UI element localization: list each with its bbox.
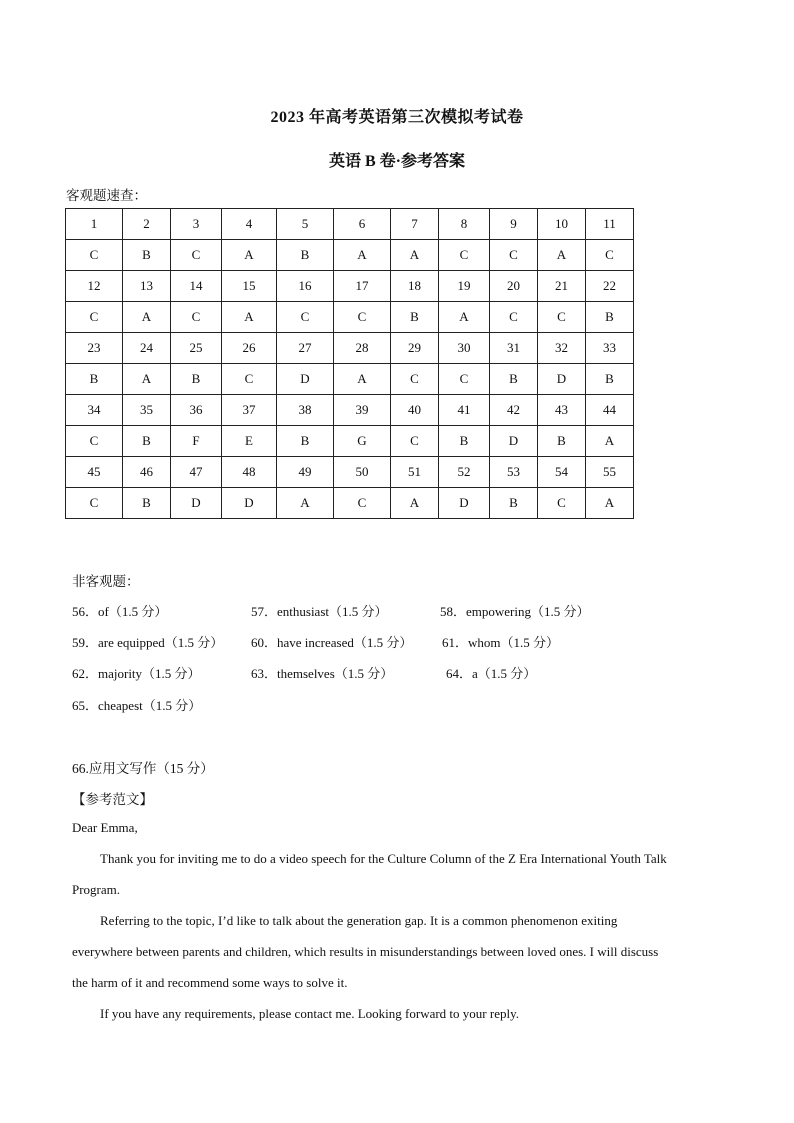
answer-key-cell: B [277, 426, 334, 457]
question-number-cell: 16 [277, 271, 334, 302]
answer-key-cell: C [586, 240, 634, 271]
essay-greeting: Dear Emma, [72, 820, 138, 835]
answer-key-cell: B [391, 302, 439, 333]
question-number-cell: 4 [222, 209, 277, 240]
reference-essay-label: 【参考范文】 [72, 792, 153, 807]
question-number-cell: 2 [123, 209, 171, 240]
question-number-cell: 53 [490, 457, 538, 488]
question-number-cell: 34 [66, 395, 123, 426]
answer-key-cell: A [222, 240, 277, 271]
fill-answer-64: 64．a（1.5 分） [446, 666, 537, 681]
answer-key-cell: C [277, 302, 334, 333]
answer-key-cell: A [439, 302, 490, 333]
answer-key-row [66, 364, 634, 395]
question-number-cell: 42 [490, 395, 538, 426]
answer-key-cell: C [334, 302, 391, 333]
answer-key-cell: D [171, 488, 222, 519]
question-number-cell: 15 [222, 271, 277, 302]
question-number-cell: 30 [439, 333, 490, 364]
question-number-cell: 7 [391, 209, 439, 240]
answer-key-cell: A [277, 488, 334, 519]
question-number-cell: 31 [490, 333, 538, 364]
essay-paragraph-2: Referring to the topic, I’d like to talk about the generation gap. It is a common phenomenon exiting everywhere between parents and children, which results in misunderstandings between loved ones. I will discuss the harm of it and recommend some ways to solve it. [72, 913, 659, 990]
question-number-cell: 51 [391, 457, 439, 488]
question-number-cell: 48 [222, 457, 277, 488]
question-number-cell: 46 [123, 457, 171, 488]
answer-key-cell: A [391, 240, 439, 271]
question-number-cell: 26 [222, 333, 277, 364]
question-number-cell: 35 [123, 395, 171, 426]
question-number-cell: 17 [334, 271, 391, 302]
question-number-cell: 28 [334, 333, 391, 364]
question-number-cell: 33 [586, 333, 634, 364]
fill-answer-60: 60．have increased（1.5 分） [251, 635, 413, 650]
answer-key-cell: C [66, 240, 123, 271]
answer-key-cell: B [123, 488, 171, 519]
question-number-row [66, 395, 634, 426]
page-title: 2023 年高考英语第三次模拟考试卷 [270, 109, 524, 126]
answer-key-cell: C [490, 240, 538, 271]
fill-answer-57: 57．enthusiast（1.5 分） [251, 604, 388, 619]
fill-answer-59: 59．are equipped（1.5 分） [72, 635, 224, 650]
answer-key-cell: B [490, 488, 538, 519]
fill-answer-61: 61．whom（1.5 分） [442, 635, 560, 650]
answer-key-cell: C [490, 302, 538, 333]
answer-key-cell: A [538, 240, 586, 271]
question-number-cell: 37 [222, 395, 277, 426]
question-number-cell: 32 [538, 333, 586, 364]
answer-key-cell: E [222, 426, 277, 457]
question-number-cell: 55 [586, 457, 634, 488]
reference-essay [72, 812, 672, 1029]
answer-key-cell: B [123, 426, 171, 457]
answer-key-cell: A [334, 364, 391, 395]
question-number-cell: 38 [277, 395, 334, 426]
answer-key-cell: G [334, 426, 391, 457]
answer-key-cell: A [586, 488, 634, 519]
answer-key-cell: C [334, 488, 391, 519]
question-number-cell: 36 [171, 395, 222, 426]
page-subtitle: 英语 B 卷·参考答案 [328, 153, 465, 170]
question-number-cell: 6 [334, 209, 391, 240]
answer-key-cell: B [123, 240, 171, 271]
answer-key-cell: C [538, 302, 586, 333]
objective-section-label: 客观题速查： [66, 188, 147, 203]
question-number-cell: 24 [123, 333, 171, 364]
answer-key-cell: C [439, 364, 490, 395]
answer-key-row [66, 488, 634, 519]
question-number-row [66, 333, 634, 364]
answer-key-cell: A [123, 364, 171, 395]
question-number-cell: 12 [66, 271, 123, 302]
question-number-cell: 23 [66, 333, 123, 364]
answer-key-cell: C [222, 364, 277, 395]
question-number-cell: 22 [586, 271, 634, 302]
question-number-row [66, 457, 634, 488]
question-number-cell: 40 [391, 395, 439, 426]
question-number-cell: 49 [277, 457, 334, 488]
subjective-section-label: 非客观题： [72, 574, 140, 589]
question-number-row [66, 209, 634, 240]
answer-key-cell: D [277, 364, 334, 395]
question-number-cell: 18 [391, 271, 439, 302]
answer-key-row [66, 302, 634, 333]
question-number-cell: 25 [171, 333, 222, 364]
answer-key-cell: B [439, 426, 490, 457]
question-number-row [66, 271, 634, 302]
answer-key-cell: A [334, 240, 391, 271]
answer-key-cell: D [538, 364, 586, 395]
question-number-cell: 44 [586, 395, 634, 426]
question-number-cell: 10 [538, 209, 586, 240]
answer-key-cell: C [439, 240, 490, 271]
question-number-cell: 47 [171, 457, 222, 488]
fill-answer-65: 65．cheapest（1.5 分） [72, 698, 202, 713]
answer-key-cell: F [171, 426, 222, 457]
question-number-cell: 5 [277, 209, 334, 240]
answer-key-cell: C [391, 364, 439, 395]
question-number-cell: 43 [538, 395, 586, 426]
fill-answer-56: 56．of（1.5 分） [72, 604, 168, 619]
question-number-cell: 20 [490, 271, 538, 302]
essay-paragraph-3: If you have any requirements, please contact me. Looking forward to your reply. [100, 1006, 519, 1021]
answer-key-cell: C [391, 426, 439, 457]
answer-key-cell: D [222, 488, 277, 519]
answer-key-row [66, 240, 634, 271]
answer-key-cell: A [391, 488, 439, 519]
question-number-cell: 45 [66, 457, 123, 488]
question-number-cell: 50 [334, 457, 391, 488]
question-number-cell: 39 [334, 395, 391, 426]
answer-key-cell: B [277, 240, 334, 271]
answer-key-cell: B [538, 426, 586, 457]
question-number-cell: 3 [171, 209, 222, 240]
answer-key-cell: D [439, 488, 490, 519]
answer-key-cell: A [222, 302, 277, 333]
question-number-cell: 8 [439, 209, 490, 240]
question-number-cell: 54 [538, 457, 586, 488]
answer-key-cell: C [171, 302, 222, 333]
answer-key-cell: A [586, 426, 634, 457]
answer-key-cell: B [490, 364, 538, 395]
fill-answer-62: 62．majority（1.5 分） [72, 666, 201, 681]
question-number-cell: 9 [490, 209, 538, 240]
answer-key-cell: C [66, 302, 123, 333]
answer-key-cell: B [586, 302, 634, 333]
answer-key-cell: C [538, 488, 586, 519]
question-number-cell: 21 [538, 271, 586, 302]
writing-section-heading: 66.应用文写作（15 分） [72, 761, 214, 776]
question-number-cell: 27 [277, 333, 334, 364]
question-number-cell: 1 [66, 209, 123, 240]
question-number-cell: 52 [439, 457, 490, 488]
answer-key-cell: B [586, 364, 634, 395]
fill-answer-58: 58．empowering（1.5 分） [440, 604, 590, 619]
answer-key-cell: B [66, 364, 123, 395]
answer-key-cell: A [123, 302, 171, 333]
question-number-cell: 14 [171, 271, 222, 302]
answer-key-cell: D [490, 426, 538, 457]
answer-key-row [66, 426, 634, 457]
answer-key-cell: B [171, 364, 222, 395]
answer-key-cell: C [171, 240, 222, 271]
question-number-cell: 11 [586, 209, 634, 240]
answer-key-cell: C [66, 426, 123, 457]
question-number-cell: 13 [123, 271, 171, 302]
question-number-cell: 19 [439, 271, 490, 302]
fill-answer-63: 63．themselves（1.5 分） [251, 666, 394, 681]
question-number-cell: 41 [439, 395, 490, 426]
question-number-cell: 29 [391, 333, 439, 364]
answer-table [65, 208, 634, 519]
essay-paragraph-1: Thank you for inviting me to do a video speech for the Culture Column of the Z Era International Youth Talk Program. [72, 851, 667, 897]
answer-key-cell: C [66, 488, 123, 519]
